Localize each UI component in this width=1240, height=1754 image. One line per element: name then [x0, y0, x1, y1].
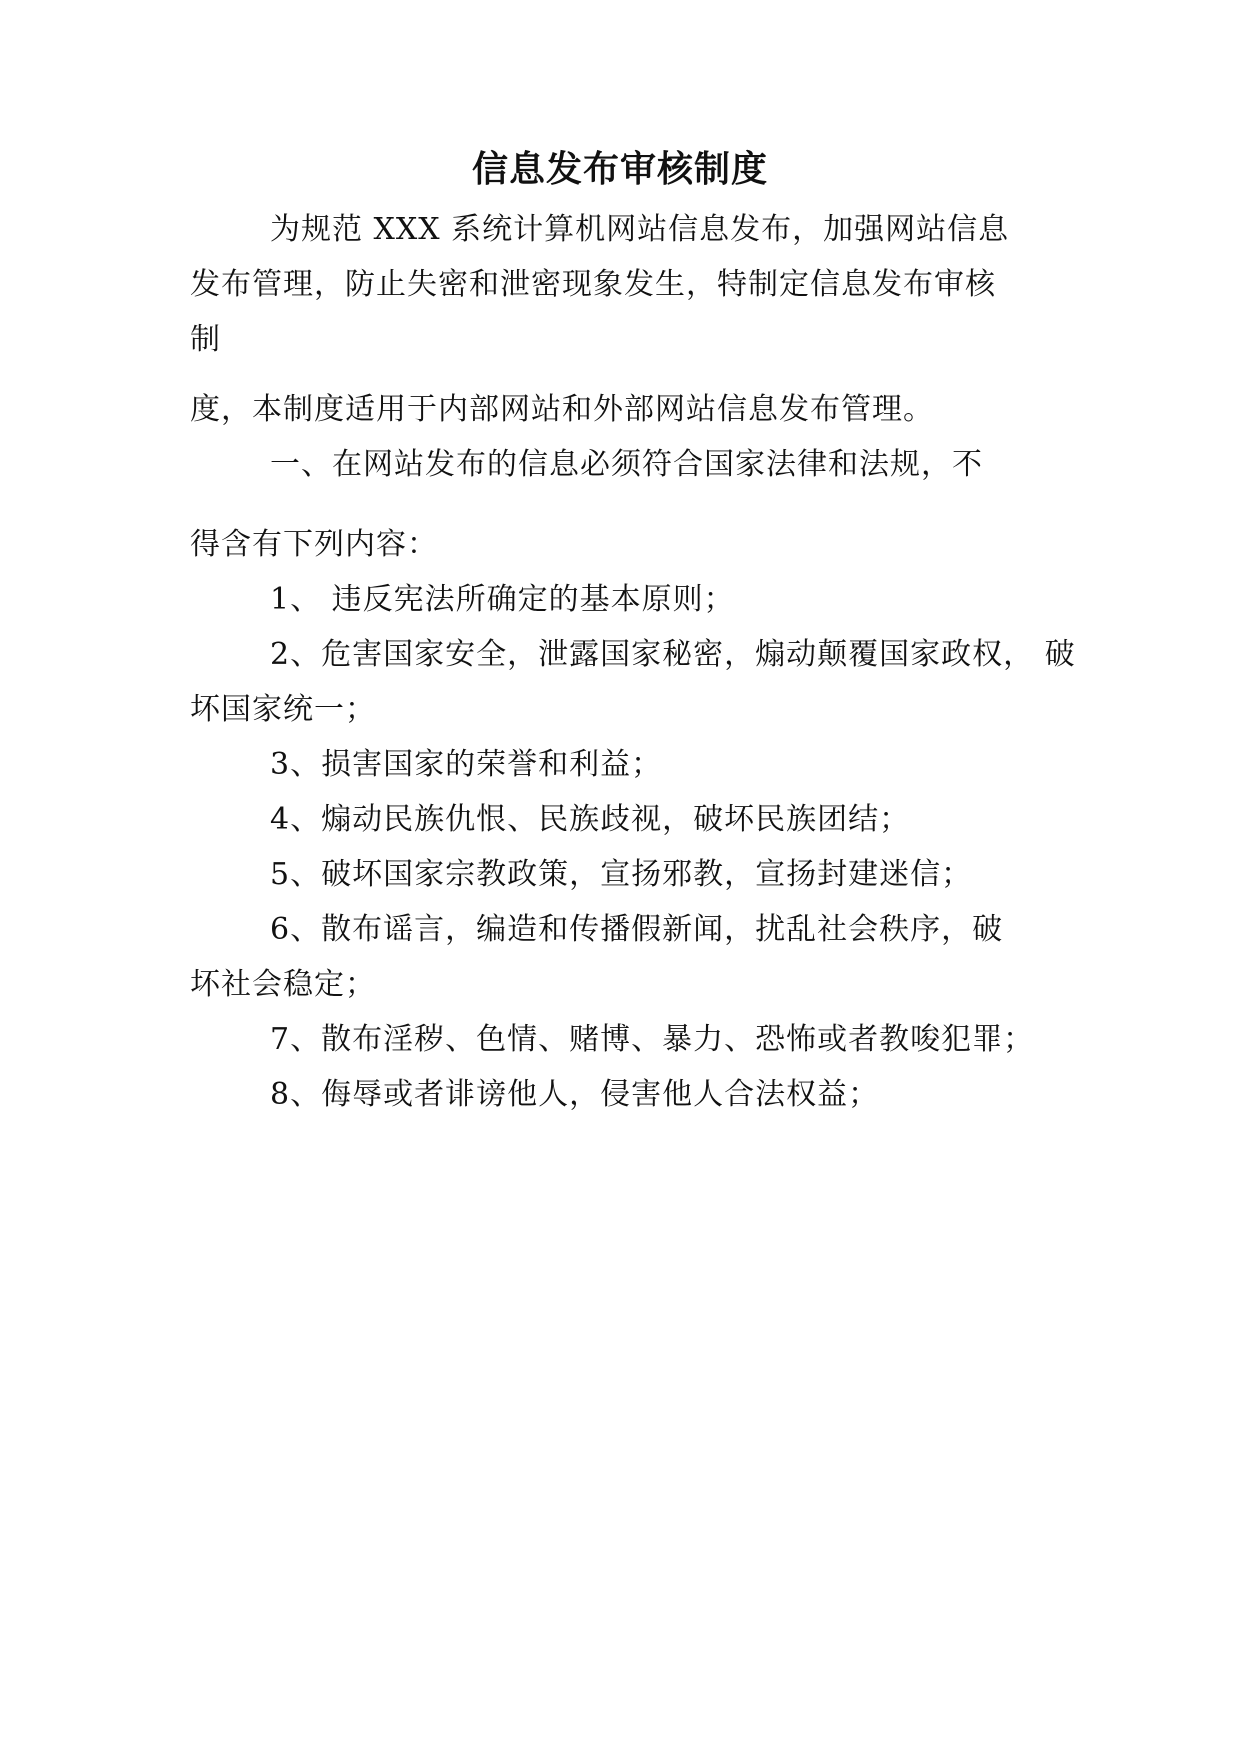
paragraph-line: 为规范 XXX 系统计算机网站信息发布，加强网站信息	[270, 212, 1010, 247]
paragraph-line: 度，本制度适用于内部网站和外部网站信息发布管理。	[190, 392, 934, 427]
list-item-continuation: 坏社会稳定；	[190, 967, 376, 1002]
list-item: 7、散布淫秽、色情、赌博、暴力、恐怖或者教唆犯罪；	[270, 1022, 1035, 1057]
list-item: 4、煽动民族仇恨、民族歧视，破坏民族团结；	[270, 802, 911, 837]
list-item: 5、破坏国家宗教政策，宣扬邪教，宣扬封建迷信；	[270, 857, 973, 892]
list-item: 3、损害国家的荣誉和利益；	[270, 747, 663, 782]
document-title: 信息发布审核制度	[471, 149, 768, 190]
paragraph-line: 发布管理，防止失密和泄密现象发生，特制定信息发布审核	[190, 267, 996, 302]
list-item: 6、散布谣言，编造和传播假新闻，扰乱社会秩序，破	[270, 912, 1004, 947]
list-item: 1、 违反宪法所确定的基本原则；	[270, 582, 735, 617]
list-item: 2、危害国家安全，泄露国家秘密，煽动颠覆国家政权， 破	[270, 637, 1076, 672]
list-item: 8、侮辱或者诽谤他人，侵害他人合法权益；	[270, 1077, 880, 1112]
paragraph-line: 一、在网站发布的信息必须符合国家法律和法规，不	[270, 447, 983, 482]
paragraph-line: 制	[190, 322, 221, 357]
list-item-continuation: 坏国家统一；	[190, 692, 376, 727]
paragraph-line: 得含有下列内容：	[190, 527, 438, 562]
